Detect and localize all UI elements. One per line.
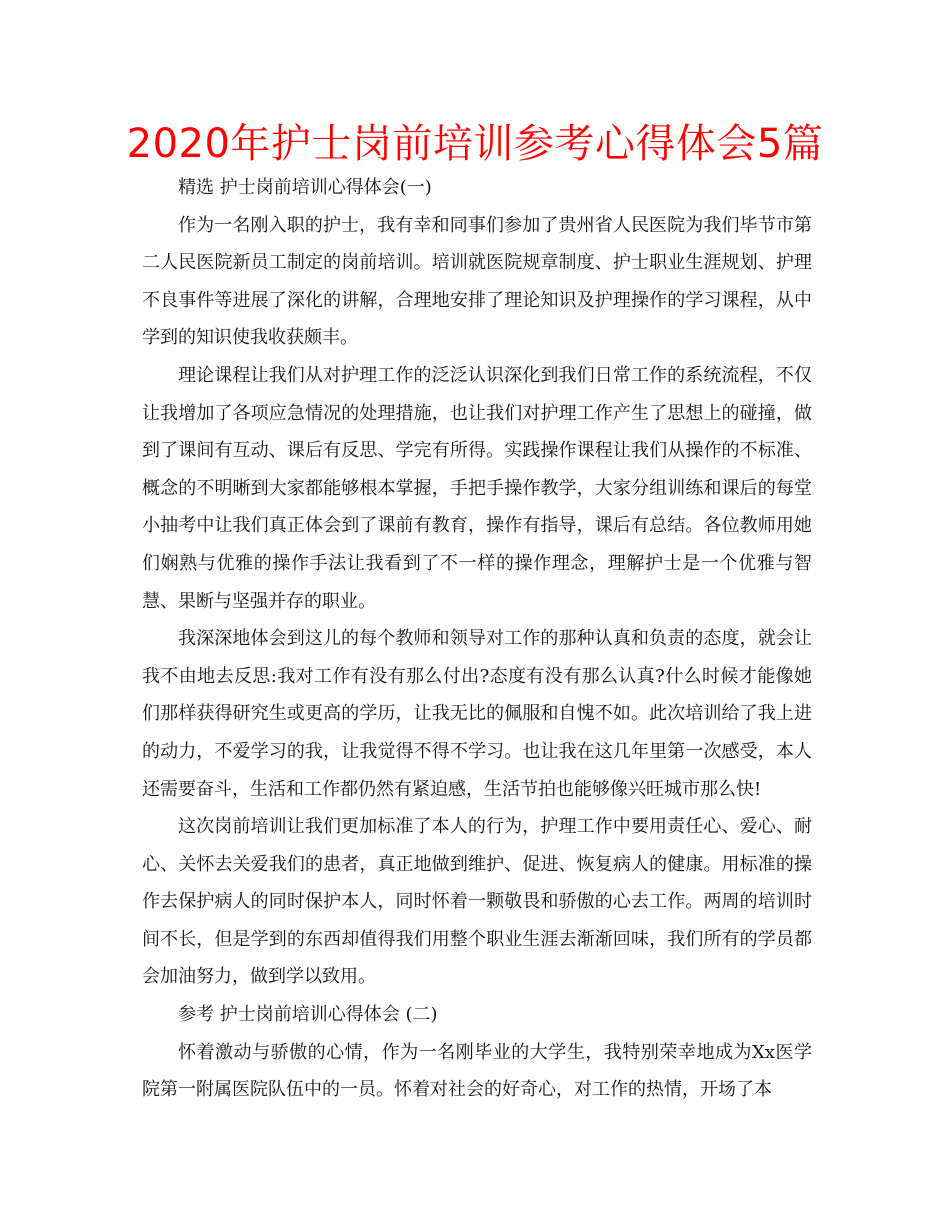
section-heading-2: 参考 护士岗前培训心得体会 (二) (178, 1004, 438, 1026)
document-title: 2020年护士岗前培训参考心得体会5篇 (126, 121, 824, 167)
paragraph: 理论课程让我们从对护理工作的泛泛认识深化到我们日常工作的系统流程，不仅让我增加了各项应急情况的处理措施，也让我们对护理工作产生了思想上的碰撞，做到了课间有互动、课后有反思、学完有所得。实践操作课程让我们从操作的不标准、概念的不明晰到大家都能够根本掌握，手把手操作教学，大家分组训练和课后的每堂小抽考中让我们真正体会到了课前有教育，操作有指导，课后有总结。各位教师用她们娴熟与优雅的操作手法让我看到了不一样的操作理念，理解护士是一个优雅与智慧、果断与坚强并存的职业。 (142, 364, 812, 612)
paragraph: 我深深地体会到这儿的每个教师和领导对工作的那种认真和负责的态度，就会让我不由地去反思:我对工作有没有那么付出?态度有没有那么认真?什么时候才能像她们那样获得研究生或更高的学历，让我无比的佩服和自愧不如。此次培训给了我上进的动力，不爱学习的我，让我觉得不得不学习。也让我在这几年里第一次感受，本人还需要奋斗，生活和工作都仍然有紧迫感，生活节拍也能够像兴旺城市那么快! (142, 628, 812, 800)
section-heading-1: 精选 护士岗前培训心得体会(一) (178, 177, 432, 198)
paragraph: 怀着激动与骄傲的心情，作为一名刚毕业的大学生，我特别荣幸地成为Xx医学院第一附属医院队伍中的一员。怀着对社会的好奇心，对工作的热情，开场了本 (142, 1041, 812, 1101)
paragraph: 这次岗前培训让我们更加标准了本人的行为，护理工作中要用责任心、爱心、耐心、关怀去关爱我们的患者，真正地做到维护、促进、恢复病人的健康。用标准的操作去保护病人的同时保护本人，同时怀着一颗敬畏和骄傲的心去工作。两周的培训时间不长，但是学到的东西却值得我们用整个职业生涯去渐渐回味，我们所有的学员都会加油努力，做到学以致用。 (142, 816, 812, 988)
document-body (142, 169, 812, 1109)
paragraph: 作为一名刚入职的护士，我有幸和同事们参加了贵州省人民医院为我们毕节市第二人民医院新员工制定的岗前培训。培训就医院规章制度、护士职业生涯规划、护理不良事件等进展了深化的讲解，合理地安排了理论知识及护理操作的学习课程，从中学到的知识使我收获颇丰。 (142, 214, 812, 349)
